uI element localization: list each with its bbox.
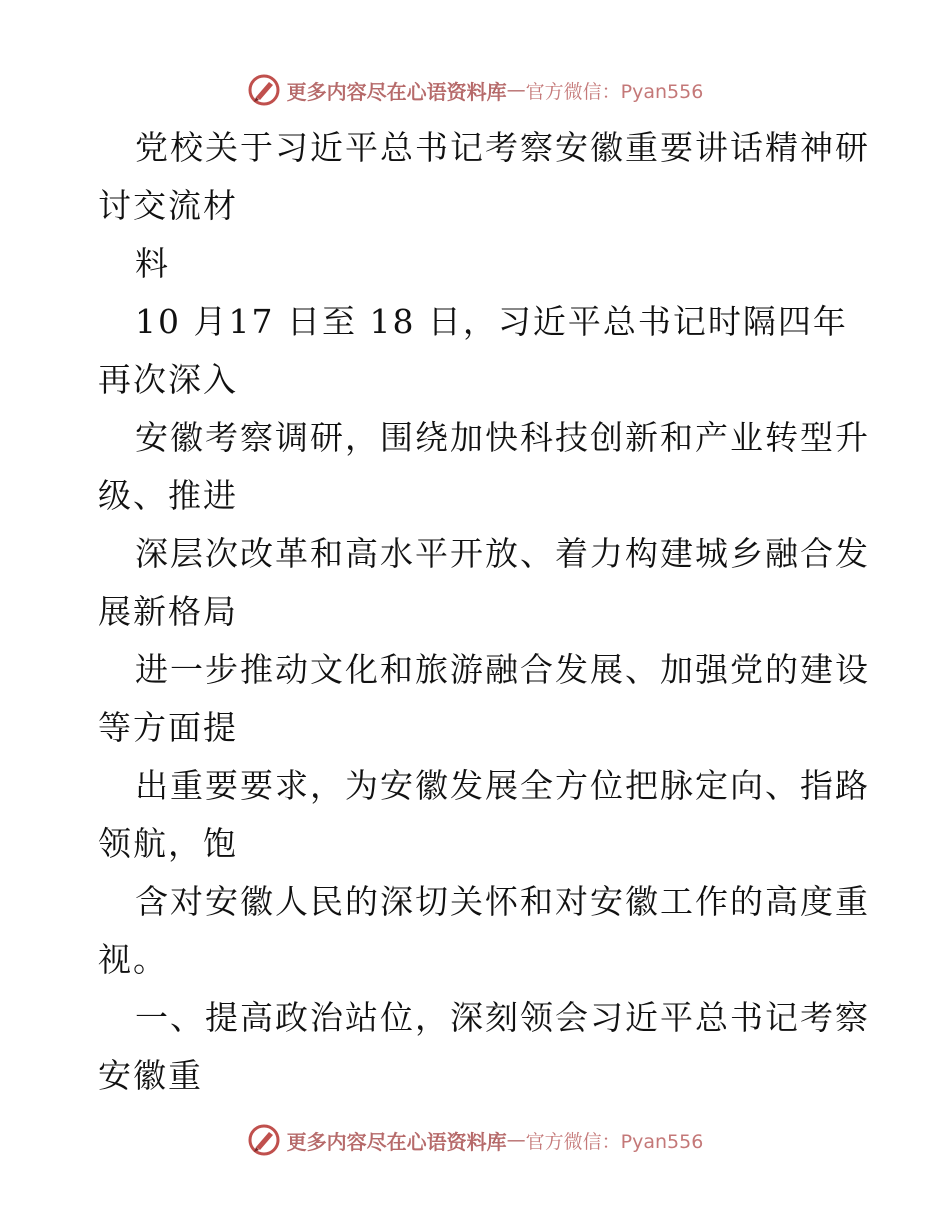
body-line: 领航，饱	[98, 824, 238, 863]
footer-banner-text: 更多内容尽在心语资料库	[286, 1129, 507, 1154]
body-line: 视。	[98, 940, 168, 979]
body-line: 安徽考察调研，围绕加快科技创新和产业转型升	[135, 418, 870, 457]
footer-banner-separator: —	[506, 1129, 526, 1151]
title-line-1: 党校关于习近平总书记考察安徽重要讲话精神研	[135, 128, 870, 167]
header-banner-separator: —	[506, 79, 526, 101]
body-line: 出重要要求，为安徽发展全方位把脉定向、指路	[135, 766, 870, 805]
header-banner-wechat: 官方微信：Pyan556	[525, 80, 704, 103]
footer-banner	[0, 1120, 950, 1160]
section-heading-line: 一、提高政治站位，深刻领会习近平总书记考察	[135, 998, 870, 1037]
body-line: 进一步推动文化和旅游融合发展、加强党的建设	[135, 650, 870, 689]
section-heading-line: 安徽重	[98, 1056, 203, 1095]
body-line: 展新格局	[98, 592, 238, 631]
footer-banner-wechat: 官方微信：Pyan556	[525, 1130, 704, 1153]
pen-logo-icon	[247, 1123, 281, 1157]
title-line-3: 料	[135, 244, 170, 283]
pen-logo-icon	[247, 73, 281, 107]
title-line-2: 讨交流材	[98, 186, 238, 225]
header-banner-text: 更多内容尽在心语资料库	[286, 79, 507, 104]
header-banner	[0, 70, 950, 110]
body-line: 等方面提	[98, 708, 238, 747]
body-line: 10 月17 日至 18 日，习近平总书记时隔四年	[135, 302, 848, 341]
body-line: 含对安徽人民的深切关怀和对安徽工作的高度重	[135, 882, 870, 921]
document-body	[0, 119, 950, 1105]
body-line: 深层次改革和高水平开放、着力构建城乡融合发	[135, 534, 870, 573]
body-line: 级、推进	[98, 476, 238, 515]
body-line: 再次深入	[98, 360, 238, 399]
